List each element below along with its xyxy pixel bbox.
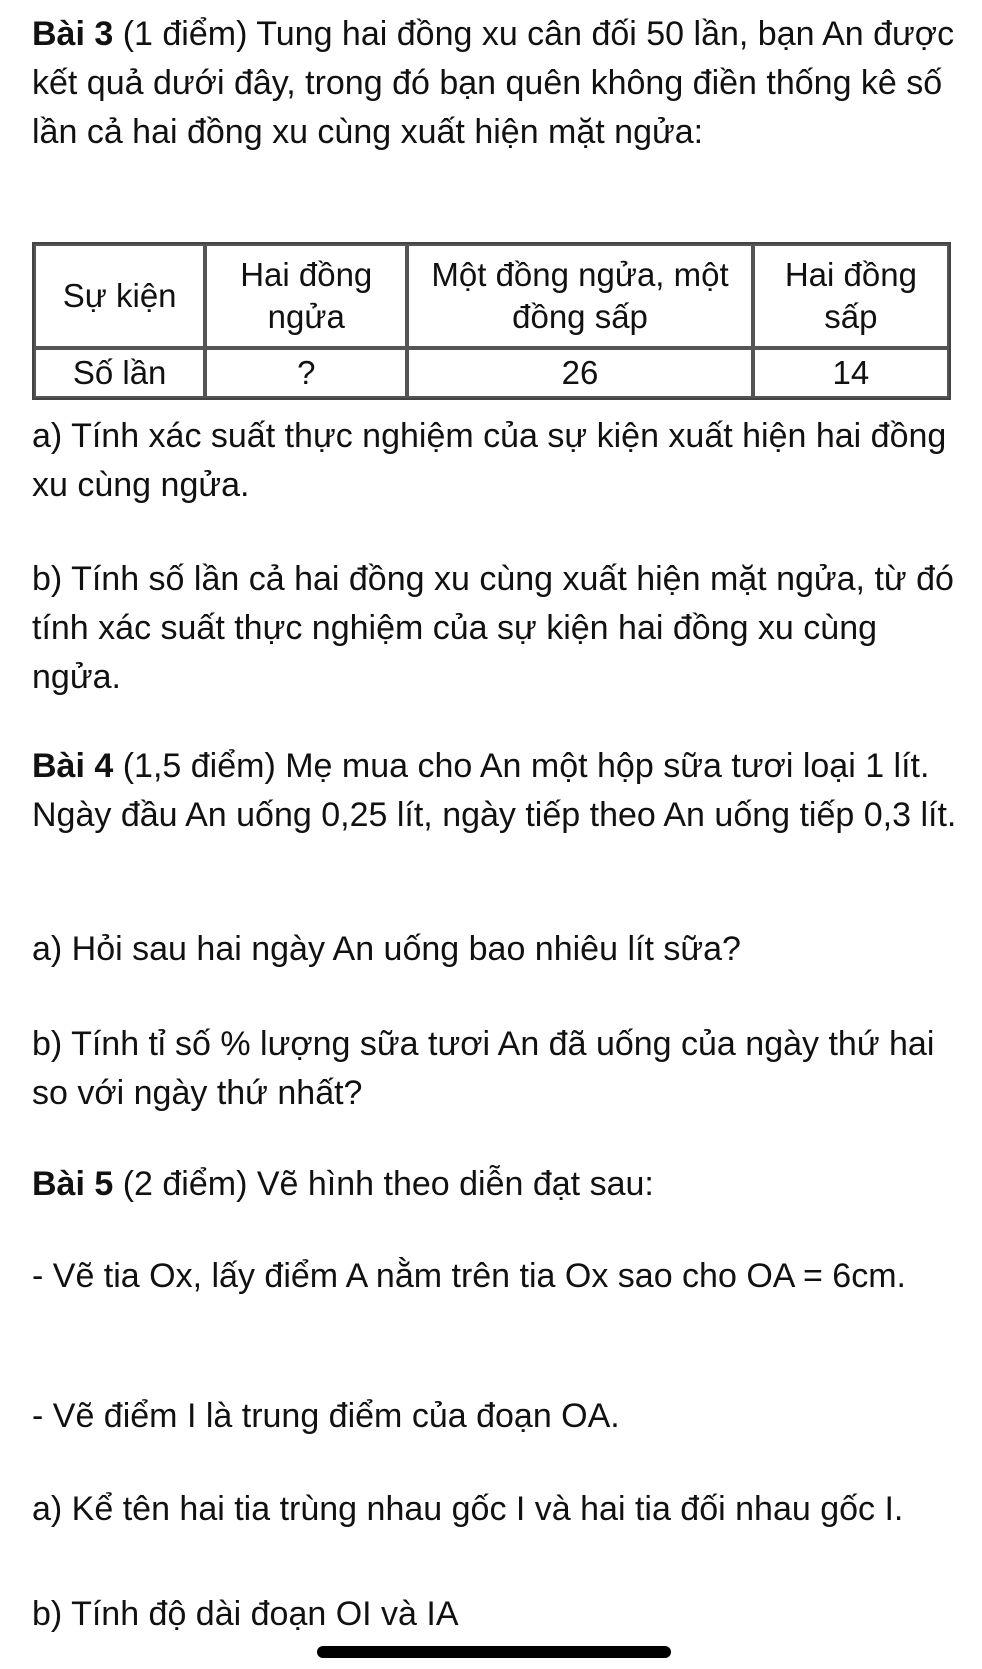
count-two-heads: ? bbox=[205, 348, 407, 398]
count-label: Số lần bbox=[34, 348, 205, 398]
bai3-intro bbox=[32, 10, 962, 157]
bai4-question-a: a) Hỏi sau hai ngày An uống bao nhiêu lít sữa? bbox=[32, 930, 741, 968]
bai4-intro bbox=[32, 742, 962, 840]
bai3-title: Bài 3 bbox=[32, 15, 114, 53]
bai5-intro-text: (2 điểm) Vẽ hình theo diễn đạt sau: bbox=[122, 1165, 654, 1203]
bai3-question-b: b) Tính số lần cả hai đồng xu cùng xuất hiện mặt ngửa, từ đó tính xác suất thực nghiệm của sự kiện hai đồng xu cùng ngửa. bbox=[32, 560, 954, 696]
bai5-intro bbox=[32, 1160, 962, 1209]
bai5-question-a: a) Kể tên hai tia trùng nhau gốc I và hai tia đối nhau gốc I. bbox=[32, 1490, 904, 1528]
bai5-step1: - Vẽ tia Ox, lấy điểm A nằm trên tia Ox sao cho OA = 6cm. bbox=[32, 1257, 906, 1295]
coin-results-table bbox=[32, 242, 951, 400]
header-two-heads: Hai đồng ngửa bbox=[205, 244, 407, 348]
header-two-tails: Hai đồng sấp bbox=[753, 244, 949, 348]
bai3-question-a: a) Tính xác suất thực nghiệm của sự kiện xuất hiện hai đồng xu cùng ngửa. bbox=[32, 417, 947, 504]
home-indicator-bar bbox=[317, 1646, 671, 1658]
bai5-question-b: b) Tính độ dài đoạn OI và IA bbox=[32, 1595, 459, 1633]
table-count-row bbox=[34, 348, 949, 398]
count-two-tails: 14 bbox=[753, 348, 949, 398]
bai3-intro-text: (1 điểm) Tung hai đồng xu cân đối 50 lần, bạn An được kết quả dưới đây, trong đó bạn quên không điền thống kê số lần cả hai đồng xu cùng xuất hiện mặt ngửa: bbox=[32, 15, 955, 151]
bai4-intro-text: (1,5 điểm) Mẹ mua cho An một hộp sữa tươi loại 1 lít. Ngày đầu An uống 0,25 lít, ngày tiếp theo An uống tiếp 0,3 lít. bbox=[32, 747, 957, 834]
bai5-title: Bài 5 bbox=[32, 1165, 114, 1203]
header-event: Sự kiện bbox=[34, 244, 205, 348]
bai5-step2: - Vẽ điểm I là trung điểm của đoạn OA. bbox=[32, 1397, 620, 1435]
header-one-head-one-tail: Một đồng ngửa, một đồng sấp bbox=[407, 244, 753, 348]
bai4-title: Bài 4 bbox=[32, 747, 114, 785]
table-header-row bbox=[34, 244, 949, 348]
count-one-head-one-tail: 26 bbox=[407, 348, 753, 398]
bai4-question-b: b) Tính tỉ số % lượng sữa tươi An đã uống của ngày thứ hai so với ngày thứ nhất? bbox=[32, 1025, 935, 1112]
